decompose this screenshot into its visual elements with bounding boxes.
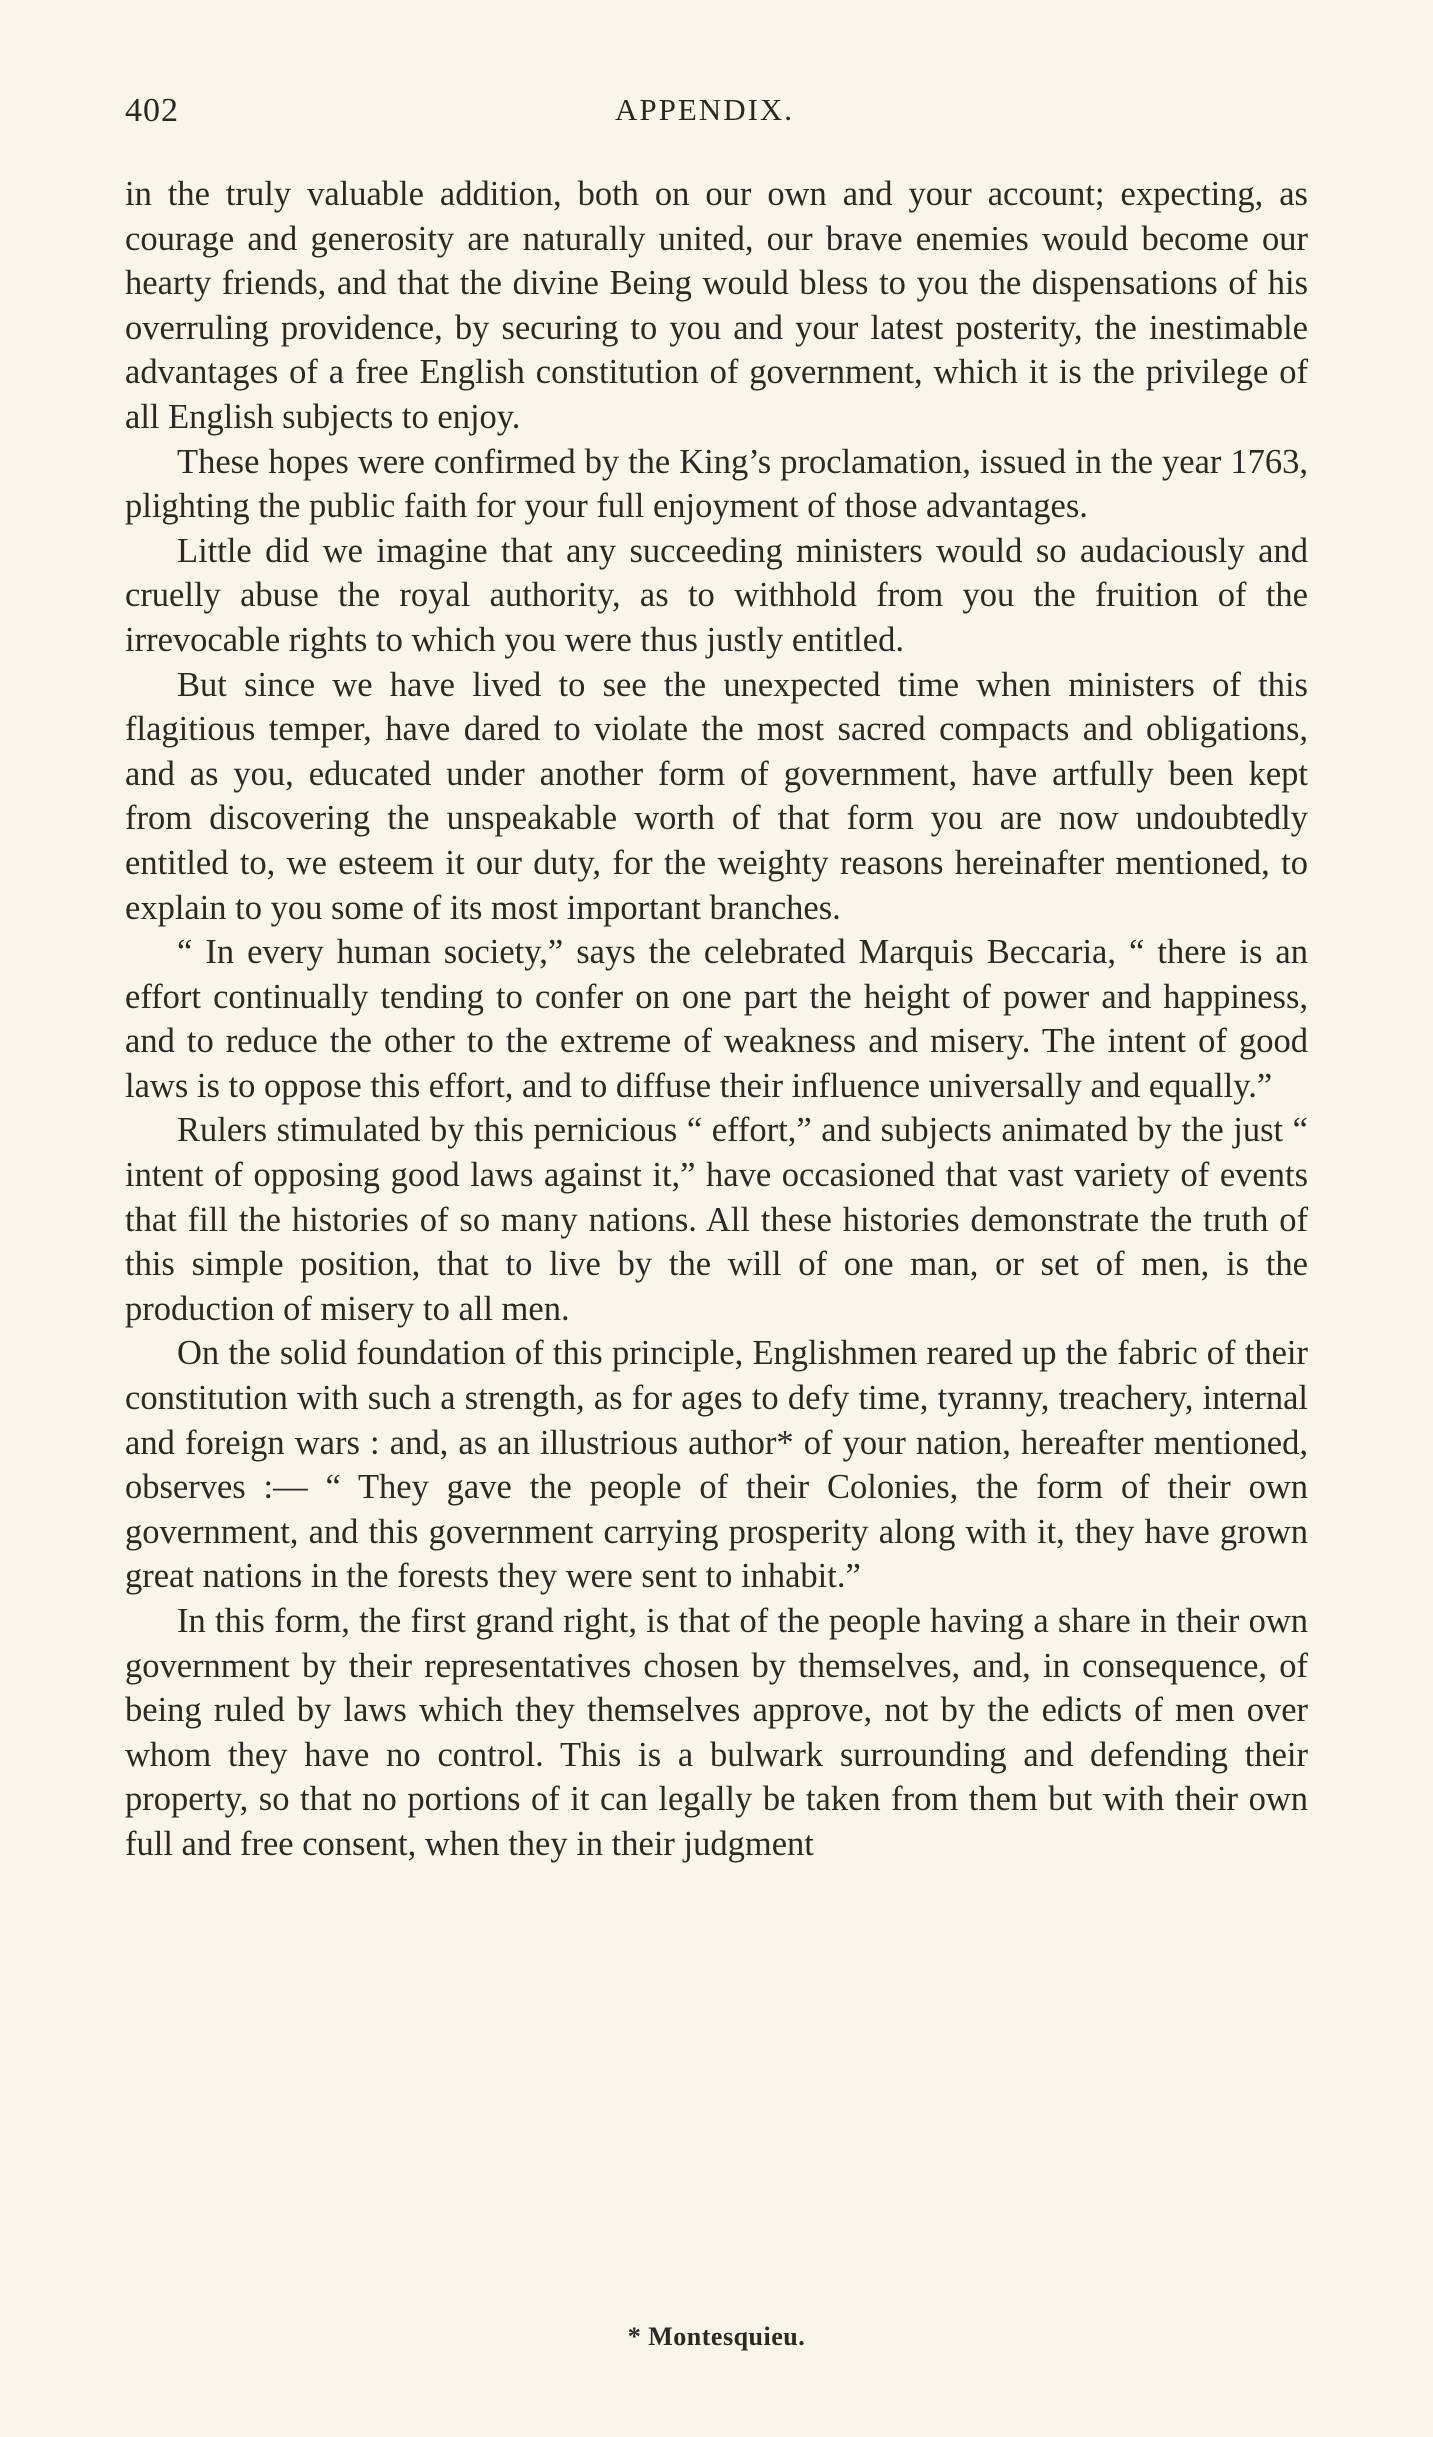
footnote: * Montesquieu. xyxy=(627,2322,806,2351)
body-text xyxy=(125,172,1308,1867)
paragraph: Rulers stimulated by this pernicious “ effort,” and subjects animated by the just “ intent of opposing good laws against it,” have occasioned that vast variety of events that fill the histories of so many nations. All these histories demonstrate the truth of this simple position, that to live by the will of one man, or set of men, is the production of misery to all men. xyxy=(125,1111,1308,1328)
paragraph: in the truly valuable addition, both on our own and your account; expecting, as courage and generosity are naturally united, our brave enemies would become our hearty friends, and that the divine Being would bless to you the dispensations of his overruling providence, by securing to you and your latest posterity, the inestimable advantages of a free English constitution of government, which it is the privilege of all English subjects to enjoy. xyxy=(125,175,1308,436)
paragraph: “ In every human society,” says the celebrated Marquis Beccaria, “ there is an effort continually tending to confer on one part the height of power and happiness, and to reduce the other to the extreme of weakness and misery. The intent of good laws is to oppose this effort, and to diffuse their influence universally and equally.” xyxy=(125,933,1308,1105)
paragraph: But since we have lived to see the unexpected time when ministers of this flagitious temper, have dared to violate the most sacred compacts and obligations, and as you, educated under another form of government, have artfully been kept from discovering the unspeakable worth of that form you are now undoubtedly entitled to, we esteem it our duty, for the weighty reasons hereinafter mentioned, to explain to you some of its most important branches. xyxy=(125,665,1308,927)
paragraph: These hopes were confirmed by the King’s proclamation, issued in the year 1763, plighting the public faith for your full enjoyment of those advantages. xyxy=(125,442,1308,526)
paragraph: Little did we imagine that any succeeding ministers would so audaciously and cruelly abuse the royal authority, as to withhold from you the fruition of the irrevocable rights to which you were thus justly entitled. xyxy=(125,531,1308,659)
paragraph: On the solid foundation of this principle, Englishmen reared up the fabric of their constitution with such a strength, as for ages to defy time, tyranny, treachery, internal and foreign wars : and, as an illustrious author* of your nation, hereafter mentioned, observes :— “ They gave the people of their Colonies, the form of their own government, and this government carrying prosperity along with it, they have grown great nations in the forests they were sent to inhabit.” xyxy=(125,1334,1308,1596)
page-header xyxy=(125,92,1308,142)
paragraph: In this form, the first grand right, is that of the people having a share in their own government by their representatives chosen by themselves, and, in consequence, of being ruled by laws which they themselves approve, not by the edicts of men over whom they have no control. This is a bulwark surrounding and defending their property, so that no portions of it can legally be taken from them but with their own full and free consent, when they in their judgment xyxy=(125,1602,1308,1863)
page-number: 402 xyxy=(125,92,179,129)
running-head: APPENDIX. xyxy=(615,92,795,127)
